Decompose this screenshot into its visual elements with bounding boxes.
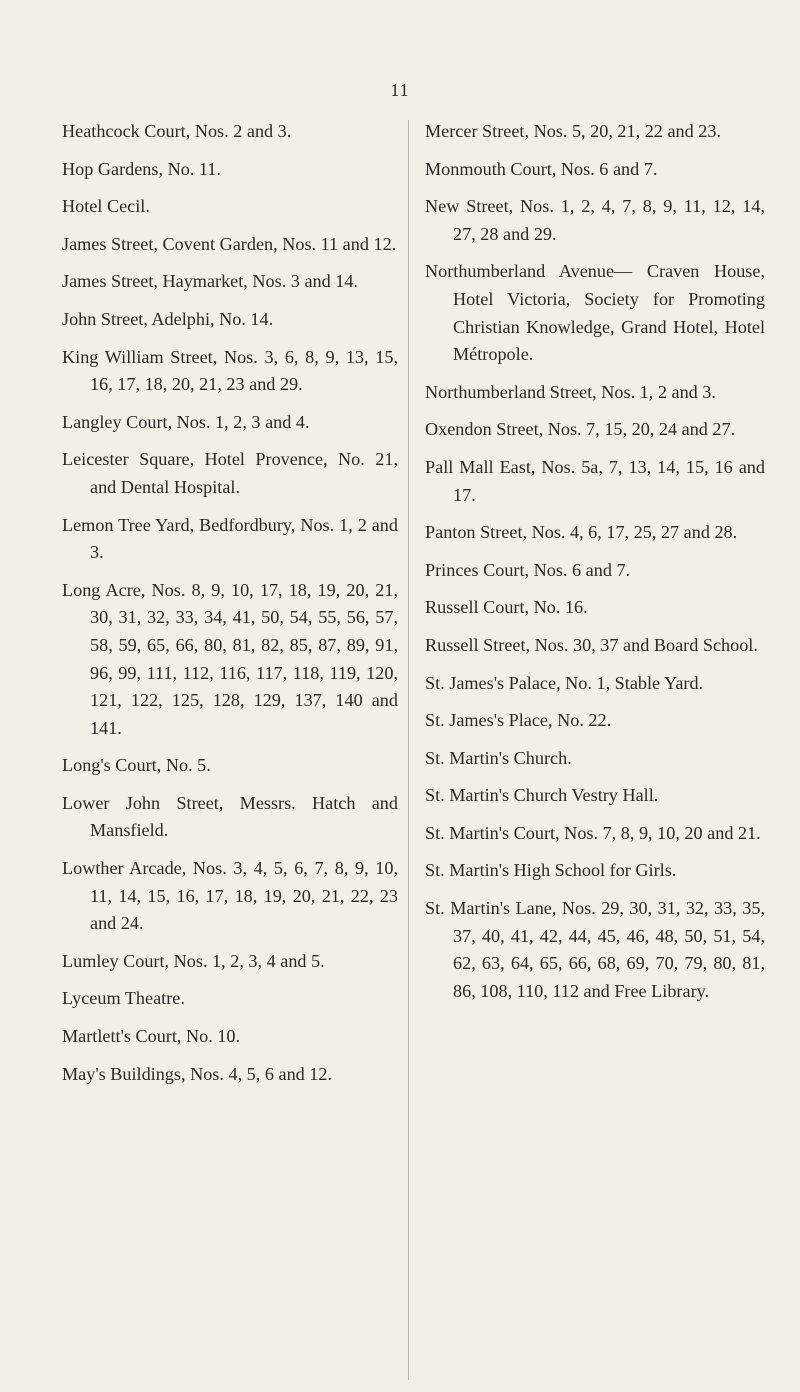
list-item: Lyceum Theatre.	[62, 988, 185, 1009]
right-column	[425, 118, 765, 1015]
list-item: St. James's Place, No. 22.	[425, 710, 612, 731]
list-item: Hotel Cecil.	[62, 196, 150, 217]
list-item: St. James's Palace, No. 1, Stable Yard.	[425, 672, 704, 693]
list-item: John Street, Adelphi, No. 14.	[62, 308, 274, 329]
list-item: Mercer Street, Nos. 5, 20, 21, 22 and 23.	[425, 121, 721, 141]
list-item: St. Martin's Court, Nos. 7, 8, 9, 10, 20 and 21.	[425, 822, 761, 843]
list-item: Panton Street, Nos. 4, 6, 17, 25, 27 and 28.	[425, 522, 738, 543]
list-item: Monmouth Court, Nos. 6 and 7.	[425, 158, 658, 179]
list-item: May's Buildings, Nos. 4, 5, 6 and 12.	[62, 1063, 333, 1084]
list-item: King William Street, Nos. 3, 6, 8, 9, 13, 15, 16, 17, 18, 20, 21, 23 and 29.	[62, 346, 398, 395]
list-item: Lumley Court, Nos. 1, 2, 3, 4 and 5.	[62, 950, 325, 971]
list-item: St. Martin's High School for Girls.	[425, 860, 677, 881]
list-item: Northumberland Avenue— Craven House, Hotel Victoria, Society for Promoting Christian Knowledge, Grand Hotel, Hotel Métropole.	[425, 261, 765, 365]
list-item: Hop Gardens, No. 11.	[62, 158, 221, 179]
list-item: Martlett's Court, No. 10.	[62, 1026, 241, 1047]
list-item: Lowther Arcade, Nos. 3, 4, 5, 6, 7, 8, 9, 10, 11, 14, 15, 16, 17, 18, 19, 20, 21, 22, 23 and 24.	[62, 858, 398, 934]
list-item: James Street, Covent Garden, Nos. 11 and 12.	[62, 233, 397, 254]
list-item: Long Acre, Nos. 8, 9, 10, 17, 18, 19, 20, 21, 30, 31, 32, 33, 34, 41, 50, 54, 55, 56, 57, 58, 59, 65, 66, 80, 81, 82, 85, 87, 89, 91, 96, 99, 111, 112, 116, 117, 118, 119, 120, 121, 122, 125, 128, 129, 137, 140 and 141.	[62, 579, 398, 738]
list-item: Langley Court, Nos. 1, 2, 3 and 4.	[62, 411, 310, 432]
list-item: Russell Street, Nos. 30, 37 and Board School.	[425, 634, 758, 655]
list-item: St. Martin's Church.	[425, 747, 572, 768]
list-item: Heathcock Court, Nos. 2 and 3.	[62, 121, 292, 141]
list-item: Long's Court, No. 5.	[62, 755, 211, 776]
list-item: Pall Mall East, Nos. 5a, 7, 13, 14, 15, 16 and 17.	[425, 456, 765, 505]
list-item: Leicester Square, Hotel Provence, No. 21, and Dental Hospital.	[62, 449, 398, 497]
list-item: Princes Court, Nos. 6 and 7.	[425, 559, 631, 580]
list-item: Oxendon Street, Nos. 7, 15, 20, 24 and 27.	[425, 419, 736, 440]
list-item: James Street, Haymarket, Nos. 3 and 14.	[62, 271, 358, 292]
column-divider	[408, 120, 409, 1380]
list-item: St. Martin's Lane, Nos. 29, 30, 31, 32, 33, 35, 37, 40, 41, 42, 44, 45, 46, 48, 50, 51, 54, 62, 63, 64, 65, 66, 68, 69, 70, 79, 80, 81, 86, 108, 110, 112 and Free Library.	[425, 898, 765, 1001]
list-item: St. Martin's Church Vestry Hall.	[425, 785, 659, 806]
list-item: New Street, Nos. 1, 2, 4, 7, 8, 9, 11, 12, 14, 27, 28 and 29.	[425, 196, 765, 244]
list-item: Lower John Street, Messrs. Hatch and Mansfield.	[62, 792, 398, 841]
list-item: Russell Court, No. 16.	[425, 597, 588, 618]
left-column	[62, 118, 398, 1098]
page-number: 11	[390, 80, 410, 100]
list-item: Northumberland Street, Nos. 1, 2 and 3.	[425, 381, 716, 402]
list-item: Lemon Tree Yard, Bedfordbury, Nos. 1, 2 and 3.	[62, 514, 398, 563]
